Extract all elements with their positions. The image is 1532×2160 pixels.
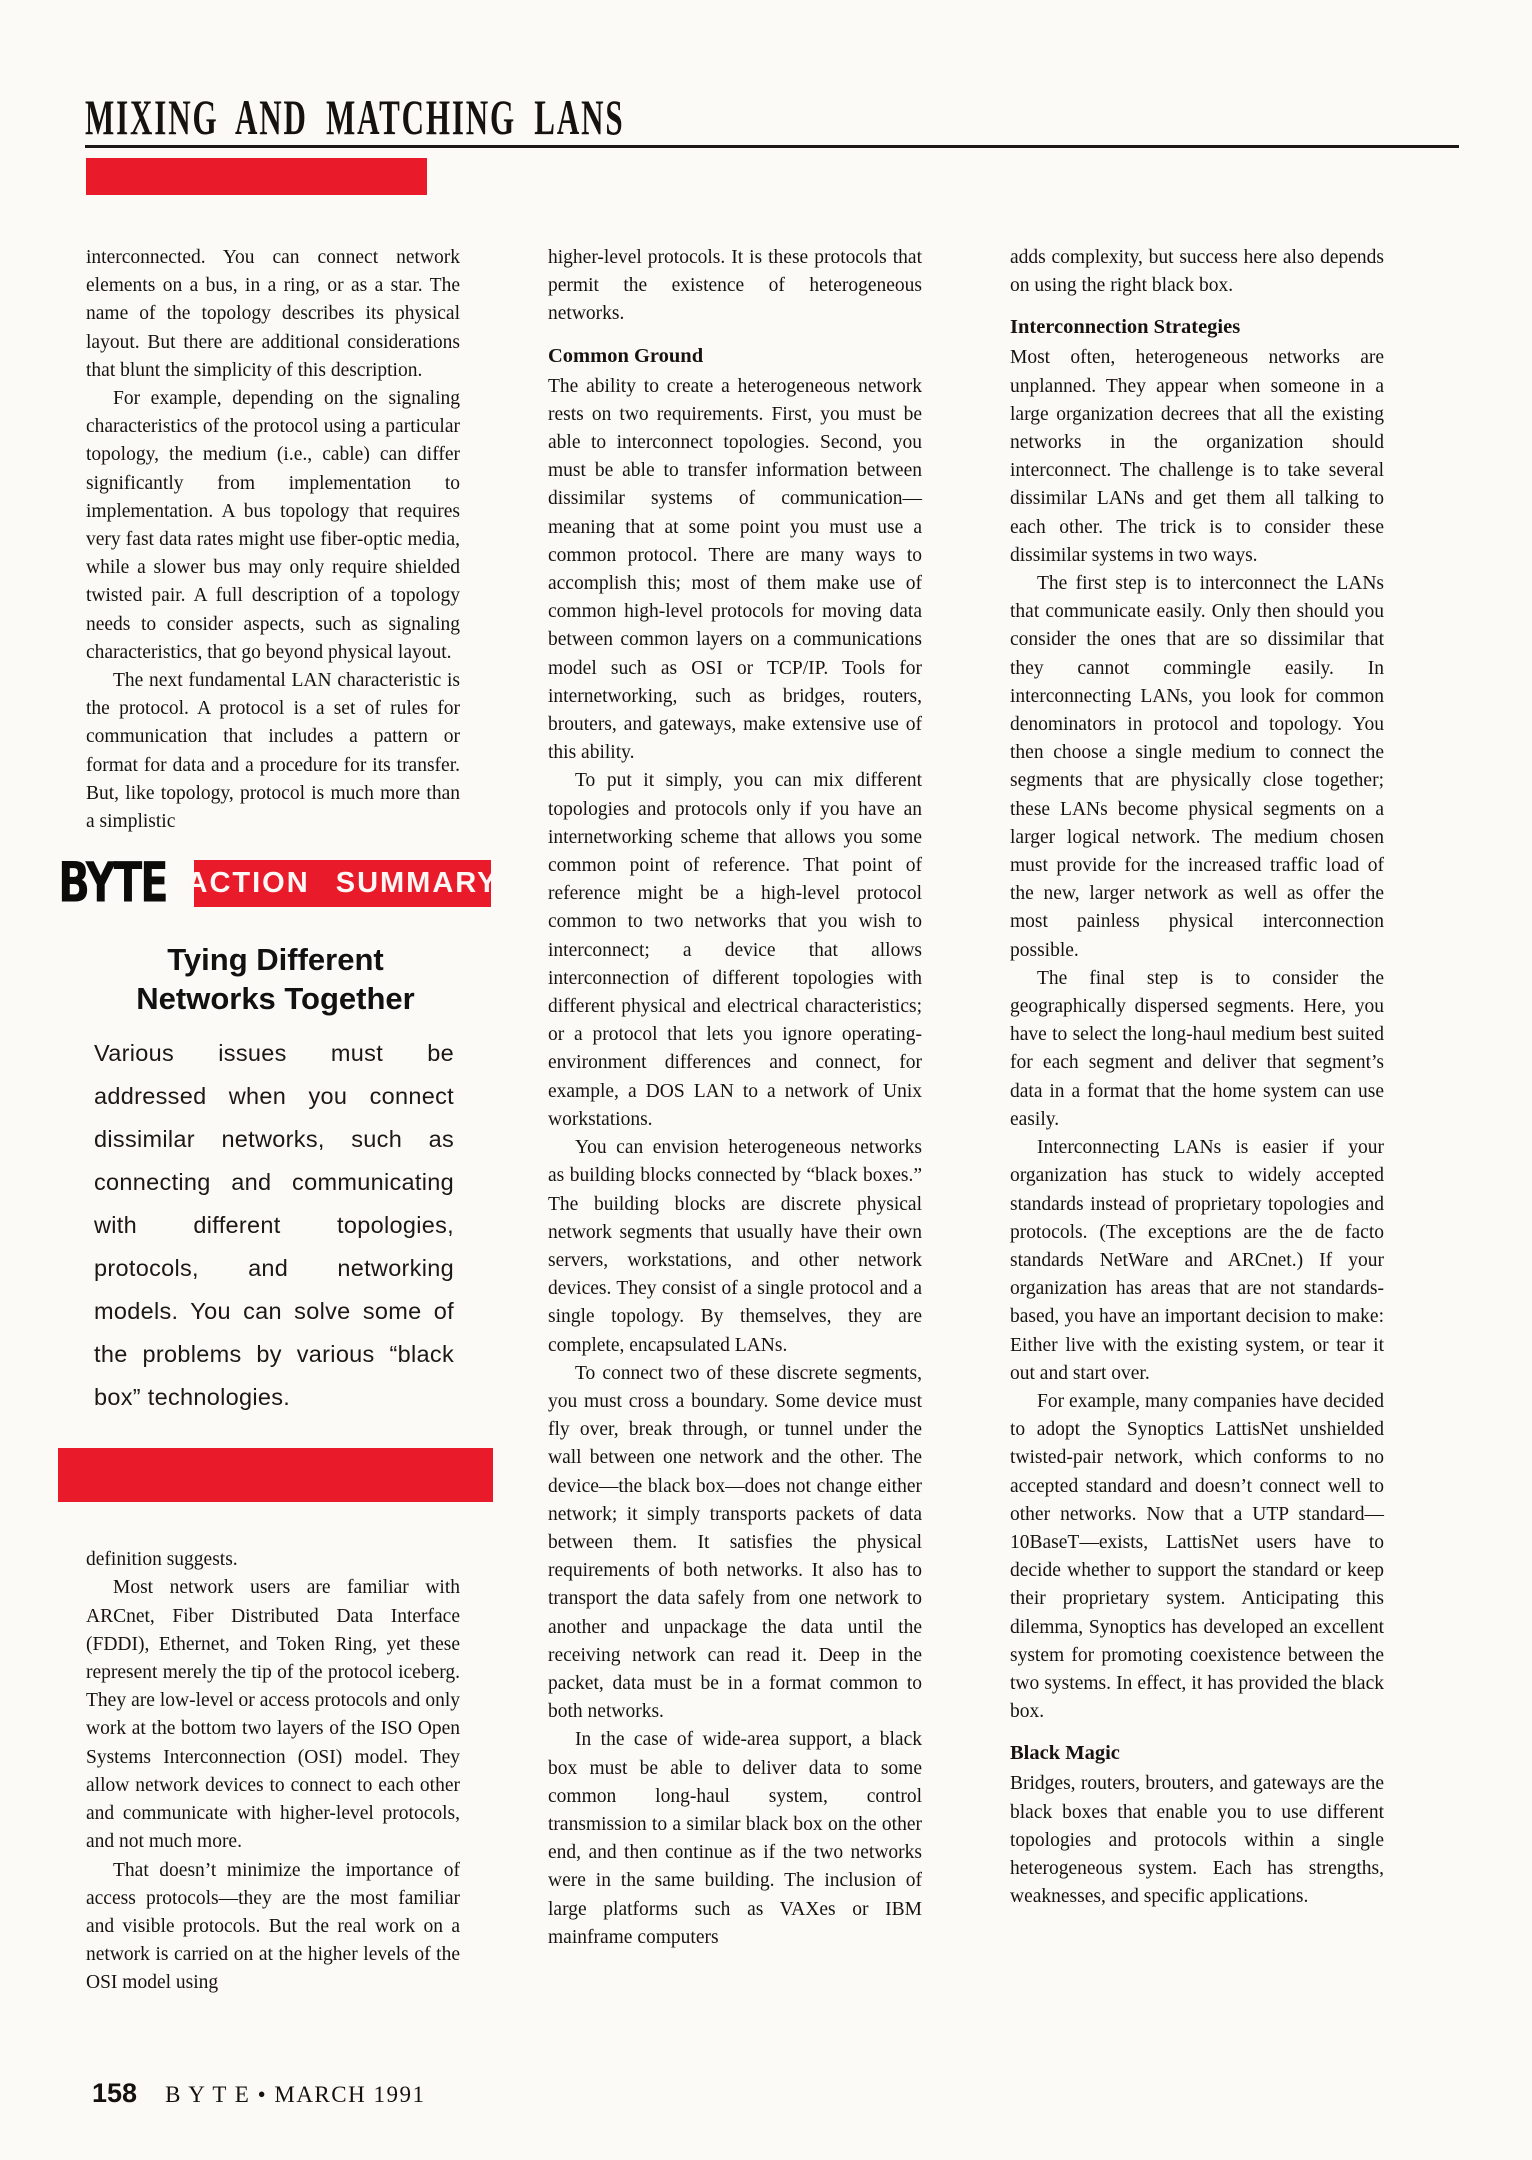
paragraph: The next fundamental LAN characteristic is the protocol. A protocol is a set of rules for communication that includes a pattern or format for data and a procedure for its transfer. But, like topology, protocol is much more than a simplistic — [86, 670, 460, 833]
paragraph: In the case of wide-area support, a black box must be able to deliver data to some common long-haul system, control transmission to a similar black box on the other end, and then continue as if the two networks were in the same building. The inclusion of large platforms such as VAXes or IBM mainframe computers — [548, 1729, 922, 1948]
paragraph: Most often, heterogeneous networks are unplanned. They appear when someone in a large organization decrees that all the existing networks in the organization should interconnect. The challenge is to take several dissimilar LANs and get them all talking to each other. The trick is to consider these dissimilar systems in two ways. — [1010, 347, 1384, 566]
paragraph: To put it simply, you can mix different topologies and protocols only if you have an internetworking scheme that allows you some common point of reference. That point of reference might be a high-level protocol common to two networks that you wish to interconnect; a device that allows interconnection of different topologies with different physical and electrical characteristics; or a protocol that lets you ignore operating-environment differences and connect, for example, a DOS LAN to a network of Unix workstations. — [548, 770, 922, 1130]
summary-box-header — [58, 850, 499, 915]
page-title: MIXING AND MATCHING LANS — [85, 89, 625, 145]
summary-body: Various issues must be addressed when you connect dissimilar networks, such as connecting and communicating with different topologies, protocols, and networking models. You can solve some of the problems by various “black box” technologies. — [94, 1040, 454, 1411]
paragraph: Most network users are familiar with ARCnet, Fiber Distributed Data Interface (FDDI), Ethernet, and Token Ring, yet these represent merely the tip of the protocol iceberg. They are low-level or access protocols and only work at the bottom two layers of the ISO Open Systems Interconnection (OSI) model. They allow network devices to connect to each other and communicate with higher-level protocols, and not much more. — [86, 1577, 460, 1853]
paragraph: definition suggests. — [86, 1549, 238, 1571]
magazine-name-date: B Y T E • MARCH 1991 — [165, 2082, 426, 2107]
header-rule — [85, 145, 1459, 148]
column-3 — [1010, 244, 1384, 1998]
paragraph: interconnected. You can connect network elements on a bus, in a ring, or as a star. The name of the topology describes its physical layout. But there are additional considerations that blunt the simplicity of this description. — [86, 247, 460, 381]
summary-title-line-2: Networks Together — [136, 981, 415, 1017]
paragraph: To connect two of these discrete segments, you must cross a boundary. Some device must fly over, break through, or tunnel under the wall between one network and the other. The device—the black box—does not change either network; it simply transports packets of data between them. It satisfies the physical requirements of both networks. It also has to transport the data safely from one network to another and unpackage the data until the receiving network can read it. Deep in the packet, data must be in a format common to both networks. — [548, 1362, 922, 1723]
paragraph: The ability to create a heterogeneous network rests on two requirements. First, you must be able to interconnect topologies. Second, you must be able to transfer information between dissimilar systems of communication—meaning that at some point you must use a common protocol. There are many ways to accomplish this; most of them make use of common high-level protocols for moving data between common layers on a communications model such as OSI or TCP/IP. Tools for internetworking, such as bridges, routers, brouters, and gateways, make extensive use of this ability. — [548, 375, 922, 764]
action-summary-badge: ACTION SUMMARY — [194, 860, 491, 907]
paragraph: adds complexity, but success here also depends on using the right black box. — [1010, 247, 1384, 297]
paragraph: Interconnecting LANs is easier if your organization has stuck to widely accepted standards instead of proprietary topologies and protocols. (The exceptions are the de facto standards NetWare and ARCnet.) If your organization has areas that are not standards-based, you have an important decision to make: Either live with the existing system, or tear it out and start over. — [1010, 1137, 1384, 1384]
section-heading: Common Ground — [548, 344, 704, 367]
action-summary-box — [58, 850, 499, 1502]
page-number: 158 — [92, 2078, 138, 2108]
column-2 — [548, 244, 922, 1998]
column-1-top-text — [86, 244, 460, 836]
paragraph: higher-level protocols. It is these protocols that permit the existence of heterogeneous networks. — [548, 247, 922, 325]
section-heading: Black Magic — [1010, 1742, 1120, 1765]
paragraph: The first step is to interconnect the LANs that communicate easily. Only then should you consider the ones that are so dissimilar that they cannot commingle easily. In interconnecting LANs, you look for common denominators in protocol and topology. You then choose a single medium to connect the segments that are physically close together; these LANs become physical segments on a larger logical network. The medium chosen must provide for the increased traffic load of the new, larger network as well as offer the most painless physical interconnection possible. — [1010, 573, 1384, 961]
paragraph: For example, many companies have decided to adopt the Synoptics LattisNet unshielded twisted-pair network, which conforms to no accepted standard and doesn’t connect well to other networks. Now that a UTP standard—10BaseT—exists, LattisNet users have to decide whether to support the standard or keep their proprietary system. Anticipating this dilemma, Synoptics has developed an excellent system for promoting coexistence between the two systems. In effect, it has provided the black box. — [1010, 1390, 1384, 1723]
section-heading: Interconnection Strategies — [1010, 316, 1241, 339]
paragraph: For example, depending on the signaling characteristics of the protocol using a particular topology, the medium (i.e., cable) can differ significantly from implementation to implementation. A bus topology that requires very fast data rates might use fiber-optic media, while a slower bus may only require shielded twisted pair. A full description of a topology needs to consider aspects, such as signaling characteristics, that go beyond physical layout. — [86, 388, 460, 663]
article-columns — [58, 244, 1384, 1998]
summary-red-bar — [58, 1448, 493, 1502]
paragraph: That doesn’t minimize the importance of access protocols—they are the most familiar and visible protocols. But the real work on a network is carried on at the higher levels of the OSI model using — [86, 1859, 460, 1994]
summary-title — [58, 940, 493, 1018]
page-footer — [92, 2078, 425, 2109]
byte-logo: BYTE — [58, 850, 167, 915]
paragraph: Bridges, routers, brouters, and gateways are the black boxes that enable you to use different topologies and protocols within a single heterogeneous system. Each has strengths, weaknesses, and specific applications. — [1010, 1773, 1384, 1908]
column-1-bottom-text — [86, 1546, 460, 1997]
paragraph: The final step is to consider the geographically dispersed segments. Here, you have to select the long-haul medium best suited for each segment and deliver that segment’s data in a format that the home system can use easily. — [1010, 967, 1384, 1130]
paragraph: You can envision heterogeneous networks as building blocks connected by “black boxes.” The building blocks are discrete physical network segments that usually have their own servers, workstations, and other network devices. They consist of a single protocol and a single topology. By themselves, they are complete, encapsulated LANs. — [548, 1137, 922, 1356]
column-1 — [58, 244, 499, 1998]
header-red-bar — [86, 158, 427, 195]
summary-title-line-1: Tying Different — [167, 942, 384, 978]
